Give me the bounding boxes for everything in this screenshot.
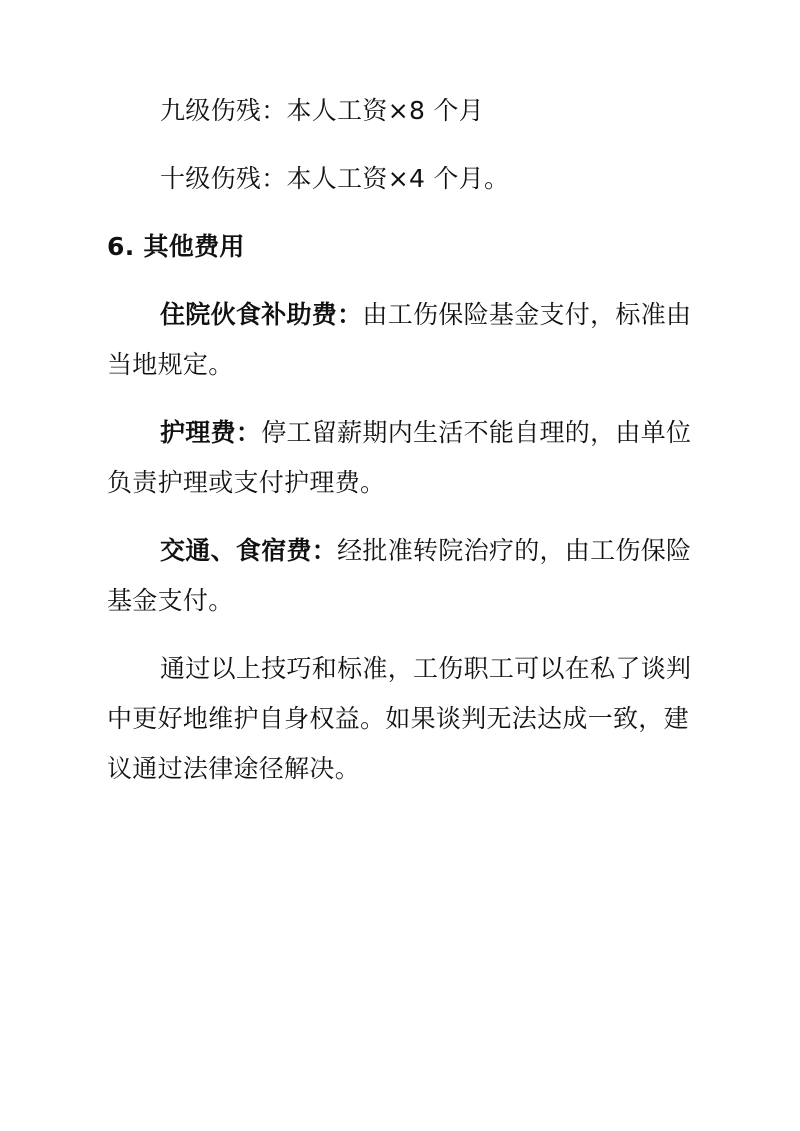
disability-grade-9-line: 九级伤残：本人工资×8 个月 <box>160 96 485 125</box>
item-term: 交通、食宿费： <box>160 536 338 565</box>
conclusion-paragraph: 通过以上技巧和标准，工伤职工可以在私了谈判中更好地维护自身权益。如果谈判无法达成一致，建议通过法律途径解决。 <box>107 654 692 783</box>
item-term: 护理费： <box>160 418 262 447</box>
item-paragraph-nursing-fee <box>107 408 695 508</box>
item-term: 住院伙食补助费： <box>160 300 363 329</box>
item-text: 由工伤保险基金支付，标准由当地规定。 <box>107 300 692 379</box>
disability-grade-10-line: 十级伤残：本人工资×4 个月。 <box>160 164 510 193</box>
section-heading: 6. 其他费用 <box>107 232 245 261</box>
item-paragraph-transport-fee <box>107 526 695 626</box>
item-paragraph-meal-subsidy <box>107 290 695 390</box>
item-text: 经批准转院治疗的，由工伤保险基金支付。 <box>107 536 692 615</box>
item-text: 停工留薪期内生活不能自理的，由单位负责护理或支付护理费。 <box>107 418 692 497</box>
document-body <box>107 86 695 794</box>
